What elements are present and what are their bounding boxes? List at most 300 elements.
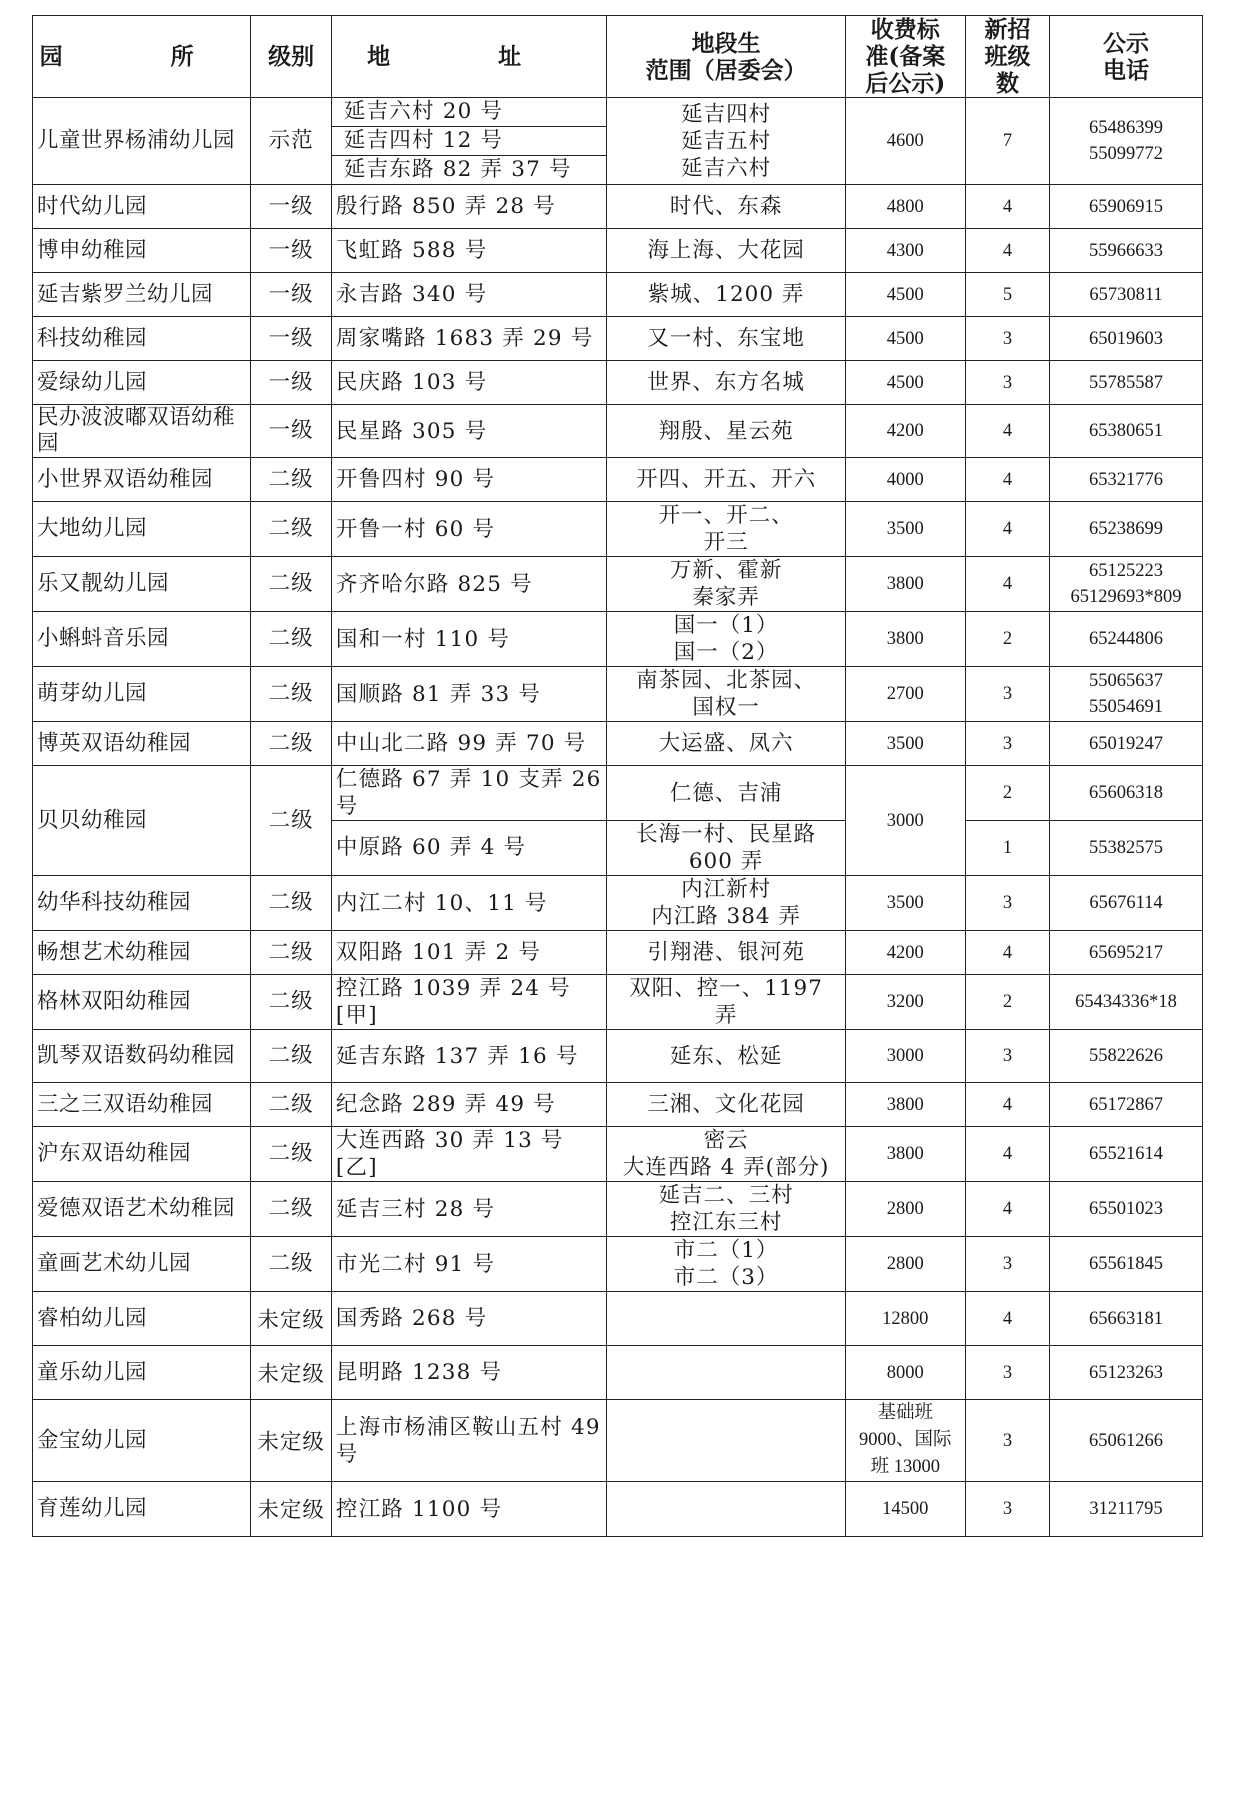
phone: [1050, 98, 1203, 185]
name-text: 乐又靓幼儿园: [37, 571, 170, 596]
classes: [965, 458, 1049, 502]
level: [251, 361, 332, 405]
address: [331, 667, 607, 722]
district-line: 海上海、大花园: [647, 238, 805, 263]
kindergarten-name: [33, 931, 251, 975]
name-text: 金宝幼儿园: [37, 1427, 148, 1453]
address-text: 民庆路 103 号: [335, 370, 488, 395]
fee-line: 基础班: [877, 1403, 934, 1423]
address: [331, 458, 607, 502]
name-text: 三之三双语幼稚园: [37, 1091, 214, 1117]
address-text: 昆明路 1238 号: [335, 1360, 503, 1385]
phone: [1050, 1482, 1203, 1537]
phone-line: 65521614: [1089, 1144, 1163, 1164]
classes-text: 4: [1002, 519, 1013, 539]
district-line: 开一、开二、: [658, 503, 794, 528]
level: [251, 502, 332, 557]
fee-text: 4500: [886, 284, 924, 305]
district-line: 国一（1）: [673, 613, 779, 638]
header-district: 地段生 范围（居委会）: [607, 16, 845, 98]
classes-text: 4: [1002, 469, 1013, 490]
header-fee: 收费标 准(备案 后公示): [845, 16, 965, 98]
kindergarten-name: [33, 1292, 251, 1346]
fee-line: 9000、国际: [859, 1430, 952, 1450]
district: [607, 361, 845, 405]
fee-text: 3500: [886, 733, 924, 754]
level-text: 二级: [268, 516, 314, 541]
classes-text: 3: [1002, 1362, 1013, 1383]
table-row: [33, 185, 1203, 229]
address-text: 延吉东路 137 弄 16 号: [335, 1043, 579, 1069]
fee: [845, 405, 965, 458]
level: [251, 1400, 332, 1482]
address-line: 延吉东路 82 弄 37 号: [343, 157, 572, 182]
kindergarten-name: [33, 766, 251, 876]
level-text: 二级: [268, 807, 314, 833]
classes-text: 3: [1002, 733, 1013, 754]
fee-text: 3500: [886, 519, 924, 539]
classes: [965, 975, 1049, 1030]
classes-text: 4: [1002, 1094, 1013, 1115]
phone: [1050, 1030, 1203, 1083]
level-text: 一级: [268, 369, 314, 395]
address-text: 中原路 60 弄 4 号: [335, 835, 527, 860]
district-line: 延吉六村: [681, 155, 772, 181]
fee-text: 12800: [882, 1308, 929, 1329]
fee: [845, 185, 965, 229]
kindergarten-name: [33, 667, 251, 722]
table-row: [33, 1237, 1203, 1292]
phone: [1050, 317, 1203, 361]
classes: [965, 1400, 1049, 1482]
kindergarten-name: [33, 1346, 251, 1400]
district-line: 万新、霍新: [669, 558, 783, 583]
fee-text: 3800: [886, 574, 924, 594]
phone-line: 55822626: [1089, 1046, 1163, 1066]
fee: [845, 1292, 965, 1346]
level: [251, 1292, 332, 1346]
phone: [1050, 458, 1203, 502]
phone: [1050, 766, 1203, 821]
name-text: 科技幼稚园: [37, 325, 148, 351]
district-line: 国权一: [692, 695, 760, 720]
classes: [965, 1030, 1049, 1083]
address-text: 国秀路 268 号: [335, 1306, 488, 1331]
phone-line: 65663181: [1089, 1308, 1163, 1329]
classes-text: 4: [1002, 421, 1013, 441]
phone: [1050, 722, 1203, 766]
fee: [845, 98, 965, 185]
table-body: [33, 98, 1203, 1537]
fee: [845, 317, 965, 361]
district-line: 市二（1）: [673, 1238, 779, 1263]
level: [251, 1346, 332, 1400]
address-text: 中山北二路 99 弄 70 号: [335, 731, 587, 756]
address-text: 永吉路 340 号: [335, 282, 488, 307]
table-row: [33, 502, 1203, 557]
district: [607, 1083, 845, 1127]
name-text: 幼华科技幼稚园: [37, 890, 192, 915]
district: [607, 821, 845, 876]
phone: [1050, 931, 1203, 975]
district: [607, 502, 845, 557]
level: [251, 229, 332, 273]
header-phone: 公示 电话: [1050, 16, 1203, 98]
fee: [845, 612, 965, 667]
kindergarten-name: [33, 317, 251, 361]
table-row: [33, 1030, 1203, 1083]
classes: [965, 766, 1049, 821]
fee: [845, 557, 965, 612]
address: [331, 975, 607, 1030]
level: [251, 1182, 332, 1237]
classes: [965, 1182, 1049, 1237]
classes-text: 4: [1002, 1199, 1013, 1219]
table-row: [33, 612, 1203, 667]
district: [607, 1292, 845, 1346]
address-text: 纪念路 289 弄 49 号: [335, 1092, 556, 1117]
district-line: 弄: [714, 1003, 738, 1028]
phone-line: 65906915: [1089, 196, 1163, 217]
classes: [965, 557, 1049, 612]
classes: [965, 98, 1049, 185]
kindergarten-name: [33, 229, 251, 273]
level-text: 二级: [268, 1043, 314, 1068]
fee-line: 班 13000: [870, 1457, 940, 1477]
phone: [1050, 1400, 1203, 1482]
classes: [965, 1292, 1049, 1346]
table-row: [33, 876, 1203, 931]
fee-text: 3000: [886, 1046, 924, 1066]
table-row: [33, 229, 1203, 273]
level-text: 一级: [268, 418, 314, 443]
level-text: 未定级: [257, 1498, 325, 1523]
address: [331, 766, 607, 821]
classes: [965, 1346, 1049, 1400]
table-row: [33, 1292, 1203, 1346]
classes: [965, 185, 1049, 229]
level: [251, 876, 332, 931]
level-text: 二级: [268, 1141, 314, 1166]
table-row: [33, 361, 1203, 405]
district-line: 开四、开五、开六: [636, 467, 817, 492]
classes-text: 3: [1002, 1046, 1013, 1066]
fee-text: 3800: [886, 1144, 924, 1164]
table-row: [33, 98, 1203, 185]
name-text: 儿童世界杨浦幼儿园: [37, 128, 236, 153]
district-line: 三湘、文化花园: [647, 1092, 805, 1117]
level: [251, 557, 332, 612]
fee-text: 4500: [886, 372, 924, 393]
address-text: 开鲁一村 60 号: [335, 516, 496, 542]
name-text: 贝贝幼稚园: [37, 807, 148, 833]
district-line: 秦家弄: [692, 585, 760, 610]
classes: [965, 722, 1049, 766]
level: [251, 931, 332, 975]
table-row: [33, 667, 1203, 722]
phone-line: 65486399: [1089, 118, 1163, 138]
phone-line: 65019247: [1089, 733, 1163, 754]
level-text: 二级: [268, 939, 314, 965]
district: [607, 405, 845, 458]
classes-text: 3: [1002, 328, 1013, 349]
address-line: 延吉四村 12 号: [332, 127, 607, 156]
fee: [845, 1030, 965, 1083]
fee-text: 4600: [886, 131, 924, 151]
classes-text: 2: [1002, 992, 1013, 1012]
kindergarten-name: [33, 975, 251, 1030]
name-text: 博英双语幼稚园: [37, 730, 192, 756]
fee-text: 8000: [886, 1362, 924, 1383]
kindergarten-name: [33, 876, 251, 931]
phone-line: 31211795: [1089, 1499, 1163, 1519]
classes: [965, 502, 1049, 557]
address-text: 仁德路 67 弄 10 支弄 26 号: [335, 767, 602, 819]
classes-text: 2: [1002, 783, 1013, 803]
phone-line: 55785587: [1089, 372, 1163, 393]
fee: [845, 273, 965, 317]
phone: [1050, 821, 1203, 876]
phone: [1050, 1182, 1203, 1237]
header-level: 级别: [251, 16, 332, 98]
district: [607, 722, 845, 766]
classes: [965, 876, 1049, 931]
name-text: 博申幼稚园: [37, 237, 148, 263]
address: [331, 1482, 607, 1537]
level-text: 二级: [268, 1251, 314, 1276]
fee: [845, 1400, 965, 1482]
address: [331, 931, 607, 975]
table-row: [33, 405, 1203, 458]
phone-line: 55065637: [1089, 671, 1163, 691]
name-text: 童乐幼儿园: [37, 1359, 148, 1385]
address-text: 民星路 305 号: [335, 418, 488, 444]
level: [251, 1482, 332, 1537]
address-text: 大连西路 30 弄 13 号[乙]: [335, 1128, 564, 1180]
fee: [845, 1346, 965, 1400]
name-text: 沪东双语幼稚园: [37, 1141, 192, 1166]
district-line: 延吉四村: [681, 101, 772, 127]
district: [607, 317, 845, 361]
fee-text: 3800: [886, 1094, 924, 1115]
classes: [965, 1083, 1049, 1127]
kindergarten-name: [33, 1083, 251, 1127]
level: [251, 1083, 332, 1127]
fee-text: 4200: [886, 421, 924, 441]
district: [607, 1127, 845, 1182]
address: [331, 98, 607, 185]
level-text: 一级: [268, 193, 314, 219]
level: [251, 1237, 332, 1292]
district: [607, 667, 845, 722]
kindergarten-name: [33, 405, 251, 458]
classes-text: 7: [1002, 131, 1013, 151]
district-line: 紫城、1200 弄: [647, 282, 805, 307]
district-line: 控江东三村: [669, 1210, 783, 1235]
fee-text: 4300: [886, 240, 924, 261]
kindergarten-name: [33, 1400, 251, 1482]
district-line: 世界、东方名城: [647, 370, 805, 395]
kindergarten-name: [33, 185, 251, 229]
classes-text: 4: [1002, 1144, 1013, 1164]
name-text: 爱德双语艺术幼稚园: [37, 1196, 236, 1221]
fee: [845, 931, 965, 975]
address: [331, 1127, 607, 1182]
fee-text: 3500: [886, 893, 924, 913]
district-line: 600 弄: [688, 849, 764, 874]
phone-line: 65244806: [1089, 629, 1163, 649]
fee-text: 14500: [882, 1499, 929, 1519]
address-line: 延吉六村 20 号: [332, 98, 607, 127]
address: [331, 317, 607, 361]
name-text: 格林双阳幼稚园: [37, 989, 192, 1014]
table-row: [33, 931, 1203, 975]
phone-line: 65380651: [1089, 421, 1163, 441]
level: [251, 185, 332, 229]
phone: [1050, 1292, 1203, 1346]
district-line: 开三: [703, 530, 749, 555]
address: [331, 1030, 607, 1083]
address: [331, 1083, 607, 1127]
district: [607, 1182, 845, 1237]
phone-line: 65238699: [1089, 519, 1163, 539]
header-name: 园 所: [33, 16, 251, 98]
fee-text: 2700: [886, 684, 924, 704]
address: [331, 821, 607, 876]
phone: [1050, 667, 1203, 722]
classes-text: 3: [1002, 1499, 1013, 1519]
address: [331, 1182, 607, 1237]
level-text: 一级: [268, 325, 314, 351]
level-text: 二级: [268, 1091, 314, 1117]
address-text: 控江路 1100 号: [335, 1496, 503, 1522]
level: [251, 317, 332, 361]
address: [331, 722, 607, 766]
district: [607, 766, 845, 821]
address-text: 周家嘴路 1683 弄 29 号: [335, 326, 594, 351]
fee: [845, 876, 965, 931]
fee-text: 3000: [886, 810, 924, 831]
address: [331, 229, 607, 273]
district-line: 市二（3）: [673, 1265, 779, 1290]
phone-line: 65129693*809: [1070, 587, 1182, 607]
classes: [965, 405, 1049, 458]
classes: [965, 821, 1049, 876]
level: [251, 405, 332, 458]
kindergarten-name: [33, 1482, 251, 1537]
address-text: 内江二村 10、11 号: [335, 890, 548, 916]
kindergarten-name: [33, 361, 251, 405]
phone-line: 65434336*18: [1075, 992, 1177, 1012]
fee: [845, 361, 965, 405]
phone: [1050, 1083, 1203, 1127]
level-text: 未定级: [257, 1361, 325, 1387]
classes: [965, 1237, 1049, 1292]
district: [607, 185, 845, 229]
kindergarten-name: [33, 1030, 251, 1083]
level-text: 示范: [268, 128, 314, 153]
phone-line: 65172867: [1089, 1094, 1163, 1115]
district-line: 又一村、东宝地: [647, 326, 805, 351]
table-row: [33, 273, 1203, 317]
classes: [965, 229, 1049, 273]
name-text: 大地幼儿园: [37, 516, 148, 541]
name-text: 育莲幼儿园: [37, 1496, 148, 1521]
address: [331, 502, 607, 557]
level: [251, 975, 332, 1030]
header-classes: 新招 班级 数: [965, 16, 1049, 98]
classes-text: 3: [1002, 1430, 1013, 1451]
level: [251, 1127, 332, 1182]
kindergarten-table: [32, 15, 1203, 1537]
district: [607, 1237, 845, 1292]
level: [251, 458, 332, 502]
level-text: 二级: [268, 730, 314, 756]
table-row: [33, 1482, 1203, 1537]
address-text: 延吉三村 28 号: [335, 1196, 496, 1222]
name-text: 民办波波嘟双语幼稚园: [37, 405, 236, 456]
table-row: [33, 1083, 1203, 1127]
classes: [965, 317, 1049, 361]
fee-text: 3200: [886, 992, 924, 1012]
district-line: 双阳、控一、1197: [629, 976, 823, 1001]
address: [331, 185, 607, 229]
classes: [965, 931, 1049, 975]
level: [251, 667, 332, 722]
district-line: 长海一村、民星路: [636, 822, 817, 847]
level-text: 二级: [268, 1196, 314, 1221]
classes-text: 4: [1002, 196, 1013, 217]
classes-text: 4: [1002, 1308, 1013, 1329]
address: [331, 557, 607, 612]
address-text: 国和一村 110 号: [335, 626, 511, 652]
classes: [965, 667, 1049, 722]
phone-line: 65501023: [1089, 1199, 1163, 1219]
phone: [1050, 361, 1203, 405]
kindergarten-name: [33, 98, 251, 185]
fee-text: 4800: [886, 196, 924, 217]
phone-line: 65125223: [1089, 561, 1163, 581]
phone: [1050, 185, 1203, 229]
address: [331, 1400, 607, 1482]
level-text: 一级: [268, 237, 314, 263]
fee: [845, 1083, 965, 1127]
phone: [1050, 557, 1203, 612]
address-text: 殷行路 850 弄 28 号: [335, 194, 556, 219]
fee-text: 3800: [886, 629, 924, 649]
address: [331, 1292, 607, 1346]
phone: [1050, 1127, 1203, 1182]
district-line: 翔殷、星云苑: [658, 418, 794, 444]
phone: [1050, 1346, 1203, 1400]
level: [251, 612, 332, 667]
fee: [845, 1237, 965, 1292]
address: [331, 1237, 607, 1292]
phone: [1050, 612, 1203, 667]
fee: [845, 502, 965, 557]
phone: [1050, 876, 1203, 931]
fee-text: 2800: [886, 1254, 924, 1274]
phone-line: 65123263: [1089, 1362, 1163, 1383]
district: [607, 612, 845, 667]
district: [607, 876, 845, 931]
district: [607, 1400, 845, 1482]
level-text: 二级: [268, 571, 314, 596]
table-row: [33, 766, 1203, 821]
district-line: 引翔港、银河苑: [647, 940, 805, 965]
phone-line: 65019603: [1089, 328, 1163, 349]
level-text: 未定级: [257, 1307, 325, 1333]
